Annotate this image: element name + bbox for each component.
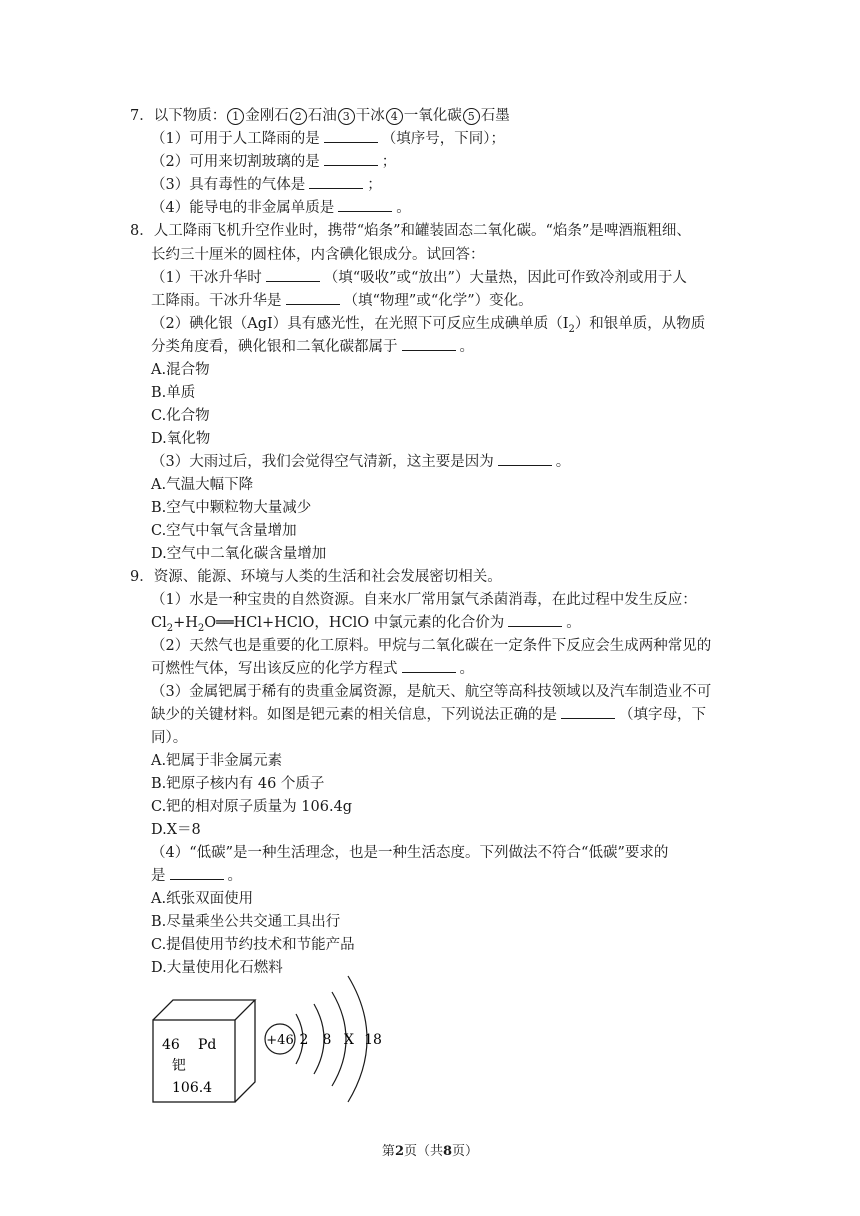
element-name: 钯 bbox=[172, 1058, 186, 1074]
answer-blank[interactable] bbox=[338, 199, 392, 212]
circled-4: 4 bbox=[386, 108, 403, 125]
q7-item-4: 一氧化碳 bbox=[403, 108, 462, 124]
circled-1: 1 bbox=[227, 108, 244, 125]
answer-blank[interactable] bbox=[402, 338, 456, 351]
q8-p1-c: 工降雨。干冰升华是 bbox=[151, 293, 282, 309]
q7-p4-tail: 。 bbox=[396, 200, 411, 216]
palladium-element-figure bbox=[150, 970, 390, 1110]
q9-stem: 9．资源、能源、环境与人类的生活和社会发展密切相关。 bbox=[130, 569, 502, 585]
q8-p2-c: 分类角度看，碘化银和二氧化碳都属于 bbox=[151, 339, 398, 355]
q9-p3-c: （填字母，下 bbox=[619, 707, 706, 723]
q9-p3-option-b[interactable]: B.钯原子核内有 46 个质子 bbox=[151, 776, 325, 792]
q8-part-3 bbox=[151, 452, 570, 472]
q9-part-3-line-3: 同）。 bbox=[151, 730, 188, 746]
q9-p3-option-c[interactable]: C.钯的相对原子质量为 106.4g bbox=[151, 799, 353, 815]
circled-2: 2 bbox=[290, 108, 307, 125]
q8-p1-b: （填“吸收”或“放出”）大量热，因此可作致冷剂或用于人 bbox=[323, 270, 687, 286]
q9-part-2-line-1: （2）天然气也是重要的化工原料。甲烷与二氧化碳在一定条件下反应会生成两种常见的 bbox=[151, 638, 712, 654]
q7-p4-text: （4）能导电的非金属单质是 bbox=[151, 200, 335, 216]
shell-2-count: 8 bbox=[322, 1032, 332, 1048]
q7-p3-tail: ； bbox=[367, 177, 382, 193]
subscript: 2 bbox=[197, 622, 205, 634]
q8-p2-a: （2）碘化银（AgI）具有感光性，在光照下可反应生成碘单质（I bbox=[151, 316, 569, 332]
answer-blank[interactable] bbox=[561, 706, 615, 719]
answer-blank[interactable] bbox=[170, 867, 224, 880]
shell-1-count: 2 bbox=[299, 1032, 309, 1048]
answer-blank[interactable] bbox=[324, 153, 378, 166]
q7-item-2: 石油 bbox=[307, 108, 337, 124]
q9-p3-option-d[interactable]: D.X＝8 bbox=[151, 822, 201, 838]
q9-part-4-line-1: （4）“低碳”是一种生活理念，也是一种生活态度。下列做法不符合“低碳”要求的 bbox=[151, 845, 669, 861]
q9-part-1-line-1: （1）水是一种宝贵的自然资源。自来水厂常用氯气杀菌消毒，在此过程中发生反应： bbox=[151, 592, 697, 608]
q9-part-3-line-1: （3）金属钯属于稀有的贵重金属资源，是航天、航空等高科技领域以及汽车制造业不可 bbox=[151, 684, 712, 700]
footer-pre: 第 bbox=[381, 1144, 395, 1159]
q7-p2-tail: ； bbox=[381, 154, 397, 170]
q8-p2-option-a[interactable]: A.混合物 bbox=[151, 362, 210, 378]
q9-p4-option-a[interactable]: A.纸张双面使用 bbox=[151, 891, 254, 907]
q8-p2-b: ）和银单质，从物质 bbox=[574, 316, 706, 332]
eq-h: +H bbox=[173, 615, 198, 631]
q8-stem-line-1: 8．人工降雨飞机升空作业时，携带“焰条”和罐装固态二氧化碳。“焰条”是啤酒瓶粗细、 bbox=[130, 223, 691, 239]
q9-p4-option-b[interactable]: B.尽量乘坐公共交通工具出行 bbox=[151, 914, 341, 930]
q8-p1-a: （1）干冰升华时 bbox=[151, 270, 262, 286]
atomic-mass: 106.4 bbox=[172, 1080, 213, 1096]
answer-blank[interactable] bbox=[266, 269, 320, 282]
eq-end: 。 bbox=[566, 615, 581, 631]
q7-p3-text: （3）具有毒性的气体是 bbox=[151, 177, 306, 193]
q7-part-3 bbox=[151, 175, 382, 195]
answer-blank[interactable] bbox=[309, 176, 363, 189]
element-symbol: Pd bbox=[198, 1037, 217, 1053]
shell-3-count: X bbox=[344, 1032, 354, 1048]
footer-mid: 页（共 bbox=[403, 1144, 443, 1159]
subscript: 2 bbox=[166, 622, 174, 634]
q8-part-1-line-1 bbox=[151, 268, 687, 288]
q9-p3-b: 缺少的关键材料。如图是钯元素的相关信息，下列说法正确的是 bbox=[151, 707, 557, 723]
footer-post: 页） bbox=[452, 1144, 479, 1159]
q7-part-4 bbox=[151, 198, 411, 218]
q8-p2-d: 。 bbox=[459, 339, 474, 355]
q8-stem-line-2: 长约三十厘米的圆柱体，内含碘化银成分。试回答： bbox=[151, 247, 485, 263]
q9-p2-c: 。 bbox=[459, 661, 474, 677]
subscript: 2 bbox=[568, 323, 575, 335]
q8-p3-option-d[interactable]: D.空气中二氧化碳含量增加 bbox=[151, 546, 327, 562]
shell-4-count: 18 bbox=[364, 1032, 382, 1048]
q7-p1-tail: （填序号，下同）； bbox=[381, 131, 505, 147]
q9-p4-c: 。 bbox=[227, 868, 242, 884]
answer-blank[interactable] bbox=[498, 453, 552, 466]
q9-p3-option-a[interactable]: A.钯属于非金属元素 bbox=[151, 753, 283, 769]
q8-p2-option-c[interactable]: C.化合物 bbox=[151, 408, 210, 424]
q8-p3-option-c[interactable]: C.空气中氧气含量增加 bbox=[151, 523, 297, 539]
q9-part-4-line-2 bbox=[151, 866, 242, 886]
page-number: 2 bbox=[394, 1144, 404, 1159]
q7-part-1 bbox=[151, 129, 505, 149]
q7-item-1: 金刚石 bbox=[245, 108, 289, 124]
circled-5: 5 bbox=[463, 108, 480, 125]
answer-blank[interactable] bbox=[324, 130, 378, 143]
eq-cl: Cl bbox=[151, 615, 167, 631]
q8-part-2-line-1 bbox=[151, 314, 705, 340]
q8-p3-b: 。 bbox=[555, 454, 571, 470]
q9-part-3-line-2 bbox=[151, 705, 706, 725]
answer-blank[interactable] bbox=[286, 292, 340, 305]
total-pages: 8 bbox=[443, 1144, 453, 1159]
eq-rest: O══HCl+HClO，HClO 中氯元素的化合价为 bbox=[204, 615, 505, 631]
circled-3: 3 bbox=[338, 108, 355, 125]
q7-item-3: 干冰 bbox=[355, 108, 385, 124]
q9-p2-b: 可燃性气体，写出该反应的化学方程式 bbox=[151, 661, 398, 677]
q9-p4-option-c[interactable]: C.提倡使用节约技术和节能产品 bbox=[151, 937, 355, 953]
q8-p3-option-a[interactable]: A.气温大幅下降 bbox=[151, 477, 254, 493]
q9-part-1-line-2 bbox=[151, 613, 581, 639]
q8-part-2-line-2 bbox=[151, 337, 474, 357]
q9-p4-b: 是 bbox=[151, 868, 166, 884]
page-footer bbox=[0, 1140, 860, 1159]
q8-part-1-line-2 bbox=[151, 291, 533, 311]
q7-stem-prefix: 7．以下物质： bbox=[130, 108, 227, 124]
q8-p2-option-b[interactable]: B.单质 bbox=[151, 385, 196, 401]
nucleus-charge: +46 bbox=[266, 1033, 294, 1048]
q8-p3-a: （3）大雨过后，我们会觉得空气清新，这主要是因为 bbox=[151, 454, 494, 470]
q7-part-2 bbox=[151, 152, 396, 172]
q9-part-2-line-2 bbox=[151, 659, 474, 679]
answer-blank[interactable] bbox=[402, 660, 456, 673]
q8-p1-d: （填“物理”或“化学”）变化。 bbox=[343, 293, 533, 309]
q7-p1-text: （1）可用于人工降雨的是 bbox=[151, 131, 320, 147]
answer-blank[interactable] bbox=[508, 614, 562, 627]
q8-p3-option-b[interactable]: B.空气中颗粒物大量减少 bbox=[151, 500, 312, 516]
q7-p2-text: （2）可用来切割玻璃的是 bbox=[151, 154, 320, 170]
q8-p2-option-d[interactable]: D.氧化物 bbox=[151, 431, 211, 447]
q7-stem bbox=[130, 106, 510, 126]
atomic-number: 46 bbox=[162, 1037, 180, 1053]
q9-p4-option-d[interactable]: D.大量使用化石燃料 bbox=[151, 960, 283, 976]
q7-item-5: 石墨 bbox=[480, 108, 510, 124]
